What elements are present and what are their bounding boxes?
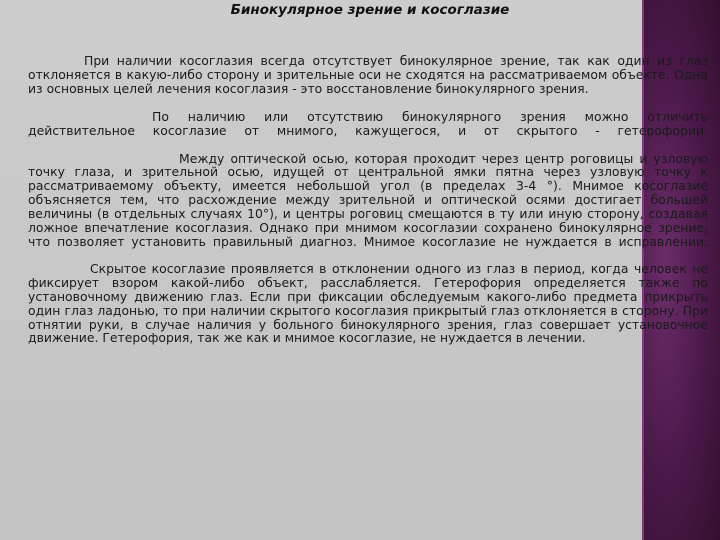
paragraph-distinguish-strabismus: По наличию или отсутствию бинокулярного зрения можно отличить действительное косоглазие от мнимого, кажущегося, и от скрытого - гетерофории. xyxy=(28,108,708,138)
paragraph-heterophoria: Скрытое косоглазие проявляется в отклонении одного из глаз в период, когда человек не фиксирует взором какой-либо объект, расслабляется. Гетерофория определяется также по установочному движению глаз. Если при фиксации обследуемым какого-либо предмета прикрыть один глаз ладонью, то при наличии скрытого косоглазия прикрытый глаз отклоняется в сторону. При отнятии руки, в случае наличия у больного бинокулярного зрения, глаз совершает установочное движение. Гетерофория, так же как и мнимое косоглазие, не нуждается в лечении. xyxy=(28,260,708,346)
paragraph-imaginary-strabismus: Между оптической осью, которая проходит через центр роговицы и узловую точку глаза, и зрительной осью, идущей от центральной ямки пятна через узловую точку к рассматриваемому объекту, имеется небольшой угол (в пределах 3-4 °). Мнимое косоглазие объясняется тем, что расхождение между зрительной и оптической осями достигает большей величины (в отдельных случаях 10°), и центры роговиц смещаются в ту или иную сторону, создавая ложное впечатление косоглазия. Однако при мнимом косоглазии сохранено бинокулярное зрение, что позволяет установить правильный диагноз. Мнимое косоглазие не нуждается в исправлении. xyxy=(28,150,708,249)
slide-title: Бинокулярное зрение и косоглазие xyxy=(230,2,510,18)
body-text xyxy=(28,54,708,345)
paragraph-binocular-vision: При наличии косоглазия всегда отсутствует бинокулярное зрение, так как один из глаз отклоняется в какую-либо сторону и зрительные оси не сходятся на рассматриваемом объекте. Одна из основных целей лечения косоглазия - это восстановление бинокулярного зрения. xyxy=(28,53,708,96)
